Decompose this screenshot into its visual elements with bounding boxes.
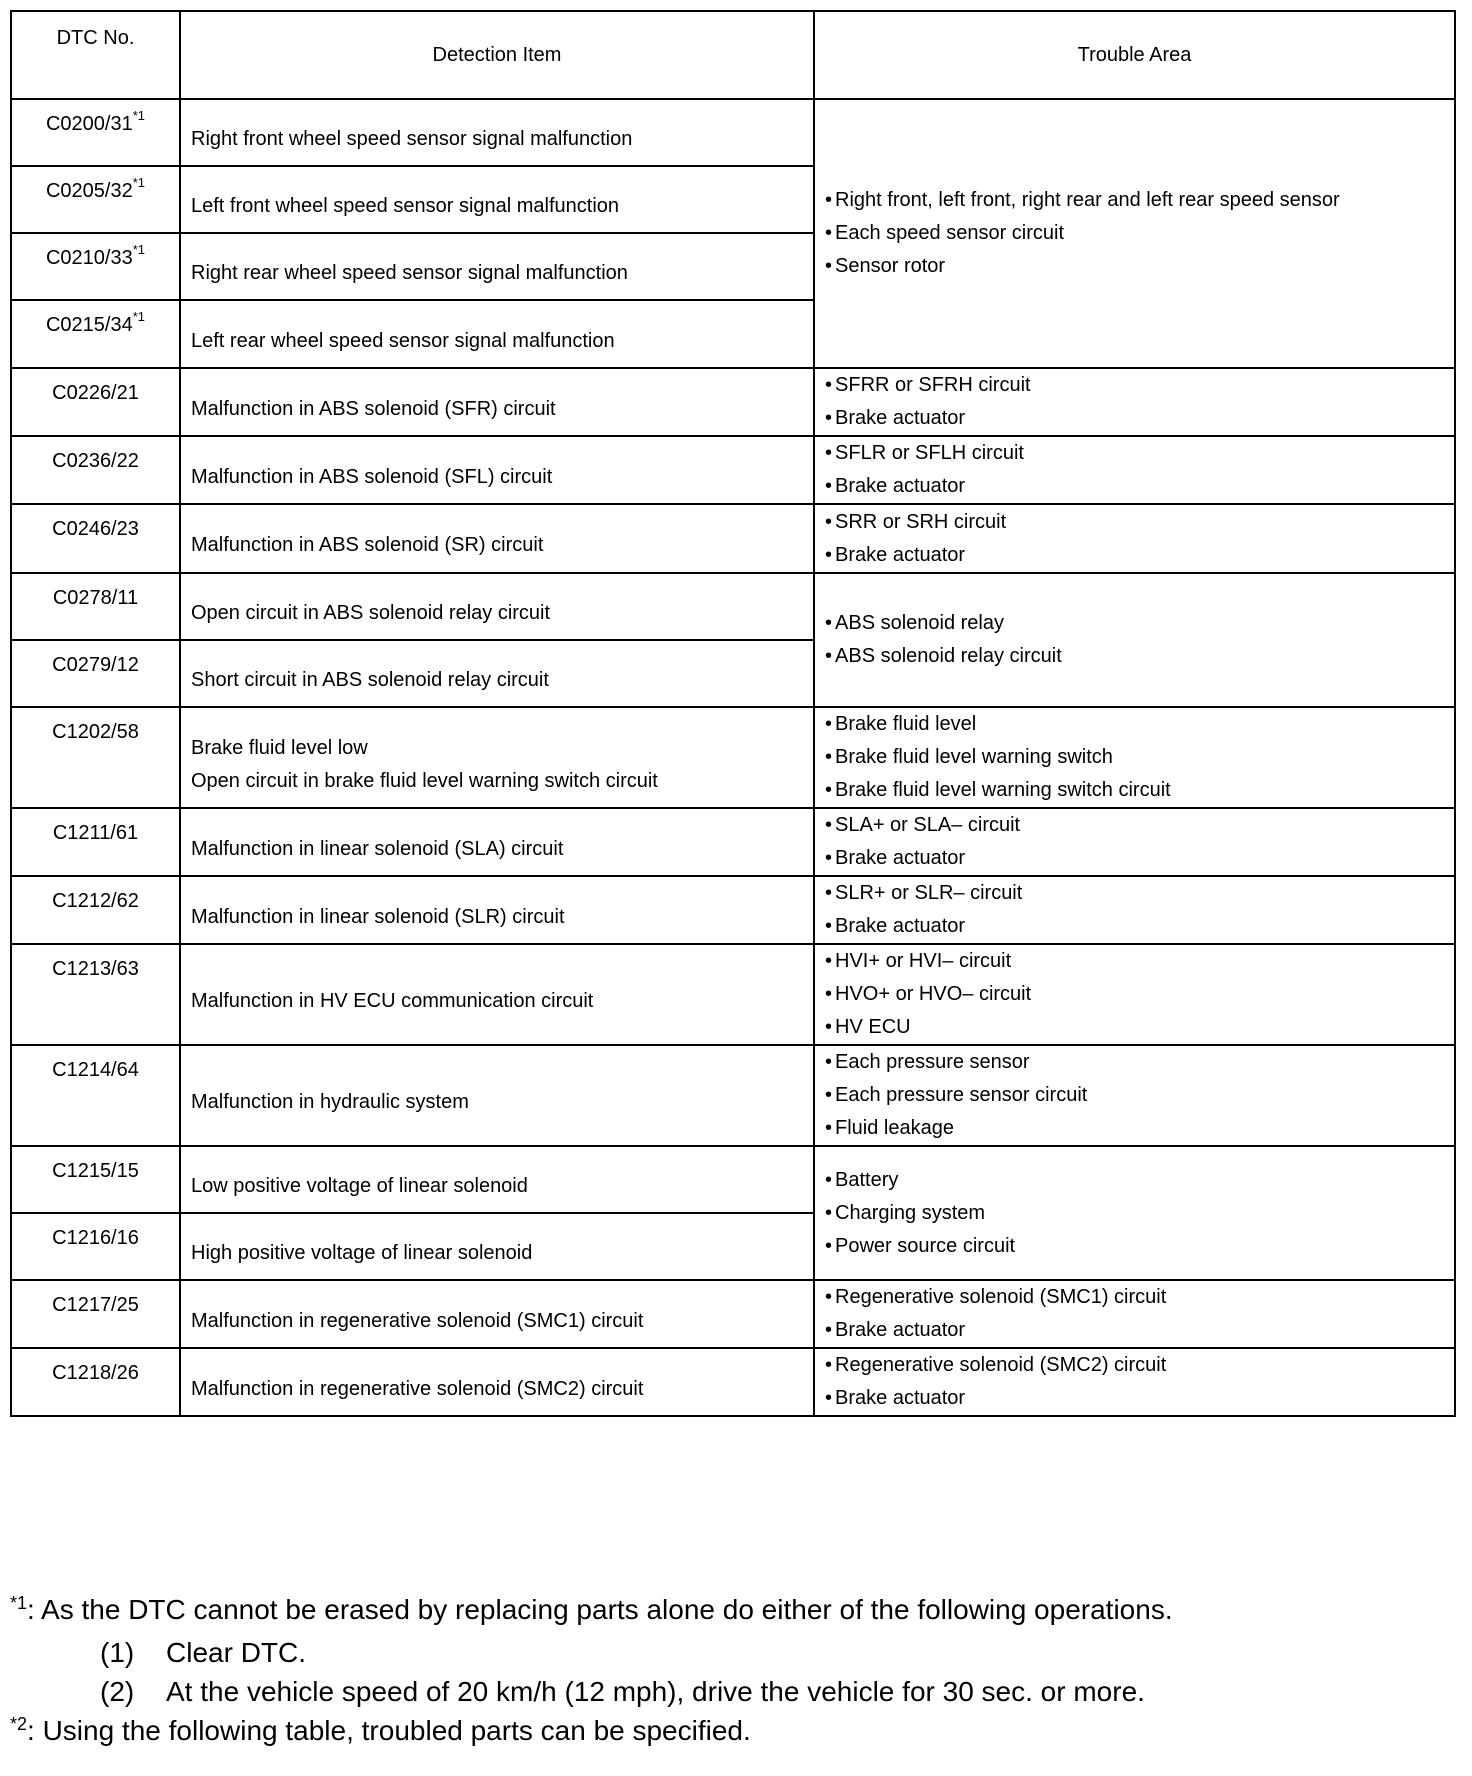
trouble-area-item: • Brake actuator — [825, 470, 1454, 503]
detection-item-cell — [180, 436, 814, 504]
trouble-area-cell — [814, 808, 1455, 876]
trouble-area-item: • Power source circuit — [825, 1230, 1454, 1263]
detection-item-text: Open circuit in ABS solenoid relay circuit — [191, 602, 551, 624]
trouble-area-item: • Regenerative solenoid (SMC2) circuit — [825, 1349, 1454, 1382]
step-number: (2) — [100, 1676, 135, 1707]
trouble-area-cell — [814, 368, 1455, 436]
dtc-code-cell — [11, 707, 180, 808]
trouble-area-item: • SLA+ or SLA– circuit — [825, 809, 1454, 842]
detection-item-text: Malfunction in HV ECU communication circuit — [191, 990, 594, 1012]
dtc-code-cell — [11, 300, 180, 368]
trouble-area-item: • ABS solenoid relay — [825, 607, 1454, 640]
footnote-marker: *1 — [132, 242, 146, 258]
detection-item-cell — [180, 504, 814, 573]
detection-item-text: Right rear wheel speed sensor signal malfunction — [191, 262, 628, 284]
detection-item-text: Brake fluid level low — [191, 736, 368, 759]
step-number: (1) — [100, 1637, 135, 1668]
table-row — [11, 876, 1455, 944]
dtc-code: C0200/31 — [45, 113, 133, 135]
dtc-code: C1216/16 — [52, 1227, 139, 1249]
trouble-area-item: • SRR or SRH circuit — [825, 506, 1454, 539]
trouble-area-item: • Fluid leakage — [825, 1112, 1454, 1145]
detection-item-cell — [180, 1280, 814, 1348]
table-row — [11, 573, 1455, 640]
step-text: At the vehicle speed of 20 km/h (12 mph), drive the vehicle for 30 sec. or more. — [166, 1676, 1145, 1707]
trouble-area-cell — [814, 504, 1455, 573]
table-row — [11, 944, 1455, 1045]
detection-item-text: Left rear wheel speed sensor signal malfunction — [191, 329, 615, 352]
step-text: Clear DTC. — [166, 1637, 307, 1668]
footnote-1 — [10, 1590, 1450, 1633]
trouble-area-cell — [814, 944, 1455, 1045]
dtc-code-cell — [11, 436, 180, 504]
table-row — [11, 1280, 1455, 1348]
trouble-area-item: • Brake actuator — [825, 539, 1454, 572]
table-row — [11, 1045, 1455, 1146]
dtc-code-cell — [11, 808, 180, 876]
trouble-area-cell — [814, 1146, 1455, 1280]
dtc-code: C1213/63 — [52, 958, 139, 980]
detection-item-cell — [180, 944, 814, 1045]
dtc-code-cell — [11, 504, 180, 573]
trouble-area-item: • Brake actuator — [825, 402, 1454, 435]
table-row — [11, 99, 1455, 166]
footnote-1-step-2 — [10, 1672, 1450, 1711]
detection-item-text: Low positive voltage of linear solenoid — [191, 1175, 528, 1197]
dtc-code-cell — [11, 99, 180, 166]
dtc-code-cell — [11, 1348, 180, 1416]
detection-item-cell — [180, 300, 814, 368]
trouble-area-item: • SFLR or SFLH circuit — [825, 437, 1454, 470]
dtc-code: C0205/32 — [45, 180, 133, 202]
trouble-area-item: • Each speed sensor circuit — [825, 217, 1454, 250]
detection-item-cell — [180, 808, 814, 876]
dtc-code-cell — [11, 944, 180, 1045]
footnote-1-step-1 — [10, 1633, 1450, 1672]
dtc-code: C0236/22 — [52, 450, 139, 472]
detection-item-text: High positive voltage of linear solenoid — [191, 1242, 533, 1264]
header-dtc-no: DTC No. — [11, 11, 180, 99]
trouble-area-cell — [814, 573, 1455, 707]
detection-item-text: Malfunction in ABS solenoid (SR) circuit — [191, 534, 544, 556]
trouble-area-item: • Regenerative solenoid (SMC1) circuit — [825, 1281, 1454, 1314]
trouble-area-item: • Charging system — [825, 1197, 1454, 1230]
trouble-area-item: • Brake actuator — [825, 1382, 1454, 1415]
dtc-code: C0246/23 — [52, 518, 139, 540]
detection-item-cell — [180, 707, 814, 808]
trouble-area-item: • Brake actuator — [825, 1314, 1454, 1347]
dtc-code-cell — [11, 876, 180, 944]
footnote-marker: *1 — [132, 309, 146, 325]
dtc-code-cell — [11, 1045, 180, 1146]
dtc-code: C1212/62 — [52, 890, 139, 912]
header-detection-item: Detection Item — [180, 11, 814, 99]
trouble-area-cell — [814, 99, 1455, 368]
table-row — [11, 436, 1455, 504]
trouble-area-item: • SFRR or SFRH circuit — [825, 369, 1454, 402]
detection-item-text: Malfunction in regenerative solenoid (SMC1) circuit — [191, 1309, 644, 1332]
trouble-area-item: • HVO+ or HVO– circuit — [825, 978, 1454, 1011]
header-trouble-area: Trouble Area — [814, 11, 1455, 99]
detection-item-text: Malfunction in regenerative solenoid (SMC2) circuit — [191, 1377, 644, 1400]
dtc-code: C0226/21 — [52, 382, 139, 404]
detection-item-text: Malfunction in hydraulic system — [191, 1091, 469, 1113]
detection-item-cell — [180, 1213, 814, 1280]
trouble-area-item: • Each pressure sensor — [825, 1046, 1454, 1079]
detection-item-text: Malfunction in linear solenoid (SLA) circuit — [191, 837, 564, 860]
detection-item-cell — [180, 1348, 814, 1416]
trouble-area-item: • HVI+ or HVI– circuit — [825, 945, 1454, 978]
table-row — [11, 707, 1455, 808]
trouble-area-cell — [814, 1045, 1455, 1146]
detection-item-cell — [180, 1146, 814, 1213]
dtc-code-cell — [11, 1213, 180, 1280]
dtc-code-cell — [11, 1280, 180, 1348]
footnotes — [10, 1590, 1450, 1754]
trouble-area-cell — [814, 1280, 1455, 1348]
table-row — [11, 504, 1455, 573]
trouble-area-item: • Brake fluid level warning switch — [825, 741, 1454, 774]
trouble-area-item: • Right front, left front, right rear and left rear speed sensor — [825, 184, 1454, 217]
detection-item-text: Short circuit in ABS solenoid relay circuit — [191, 669, 549, 691]
detection-item-cell — [180, 99, 814, 166]
detection-item-text: Right front wheel speed sensor signal malfunction — [191, 128, 633, 150]
dtc-code: C1217/25 — [52, 1294, 139, 1316]
dtc-code-cell — [11, 368, 180, 436]
detection-item-cell — [180, 1045, 814, 1146]
trouble-area-cell — [814, 707, 1455, 808]
dtc-code: C1211/61 — [52, 822, 139, 844]
detection-item-text: Left front wheel speed sensor signal malfunction — [191, 195, 620, 217]
detection-item-cell — [180, 640, 814, 707]
footnote-marker: *1 — [132, 108, 146, 124]
dtc-code: C0279/12 — [52, 654, 139, 676]
dtc-code: C0215/34 — [45, 314, 133, 336]
footnote-2-text: : Using the following table, troubled parts can be specified. — [27, 1715, 751, 1746]
trouble-area-item: • Brake fluid level — [825, 708, 1454, 741]
trouble-area-item: • Sensor rotor — [825, 250, 1454, 283]
footnote-2-marker: *2 — [10, 1714, 28, 1734]
dtc-code-cell — [11, 233, 180, 300]
dtc-table — [10, 10, 1456, 1417]
trouble-area-item: • ABS solenoid relay circuit — [825, 640, 1454, 673]
trouble-area-cell — [814, 876, 1455, 944]
trouble-area-item: • Brake actuator — [825, 910, 1454, 943]
dtc-code: C0210/33 — [45, 247, 133, 269]
footnote-1-text: : As the DTC cannot be erased by replacing parts alone do either of the following operations. — [27, 1594, 1173, 1625]
detection-item-cell — [180, 876, 814, 944]
table-row — [11, 368, 1455, 436]
dtc-code: C1218/26 — [52, 1362, 139, 1384]
trouble-area-item: • HV ECU — [825, 1011, 1454, 1044]
dtc-code: C1202/58 — [52, 721, 139, 743]
footnote-2 — [10, 1711, 1450, 1754]
detection-item-cell — [180, 166, 814, 233]
dtc-code: C0278/11 — [52, 587, 139, 609]
table-row — [11, 1146, 1455, 1213]
dtc-code-cell — [11, 166, 180, 233]
trouble-area-cell — [814, 1348, 1455, 1416]
trouble-area-cell — [814, 436, 1455, 504]
dtc-code-cell — [11, 573, 180, 640]
detection-item-text: Malfunction in linear solenoid (SLR) circuit — [191, 905, 565, 928]
detection-item-cell — [180, 573, 814, 640]
table-row — [11, 1348, 1455, 1416]
trouble-area-item: • Brake fluid level warning switch circuit — [825, 774, 1454, 807]
table-body — [11, 99, 1455, 1416]
header-row — [11, 11, 1455, 99]
dtc-code: C1214/64 — [52, 1059, 139, 1081]
detection-item-cell — [180, 233, 814, 300]
table-row — [11, 808, 1455, 876]
detection-item-text: Malfunction in ABS solenoid (SFR) circuit — [191, 397, 556, 420]
footnote-marker: *1 — [132, 175, 146, 191]
detection-item-text: Open circuit in brake fluid level warning switch circuit — [191, 769, 658, 792]
detection-item-cell — [180, 368, 814, 436]
trouble-area-item: • Each pressure sensor circuit — [825, 1079, 1454, 1112]
dtc-code: C1215/15 — [52, 1160, 139, 1182]
dtc-code-cell — [11, 640, 180, 707]
dtc-code-cell — [11, 1146, 180, 1213]
footnote-1-marker: *1 — [10, 1593, 28, 1613]
detection-item-text: Malfunction in ABS solenoid (SFL) circuit — [191, 465, 553, 488]
trouble-area-item: • SLR+ or SLR– circuit — [825, 877, 1454, 910]
trouble-area-item: • Battery — [825, 1164, 1454, 1197]
trouble-area-item: • Brake actuator — [825, 842, 1454, 875]
